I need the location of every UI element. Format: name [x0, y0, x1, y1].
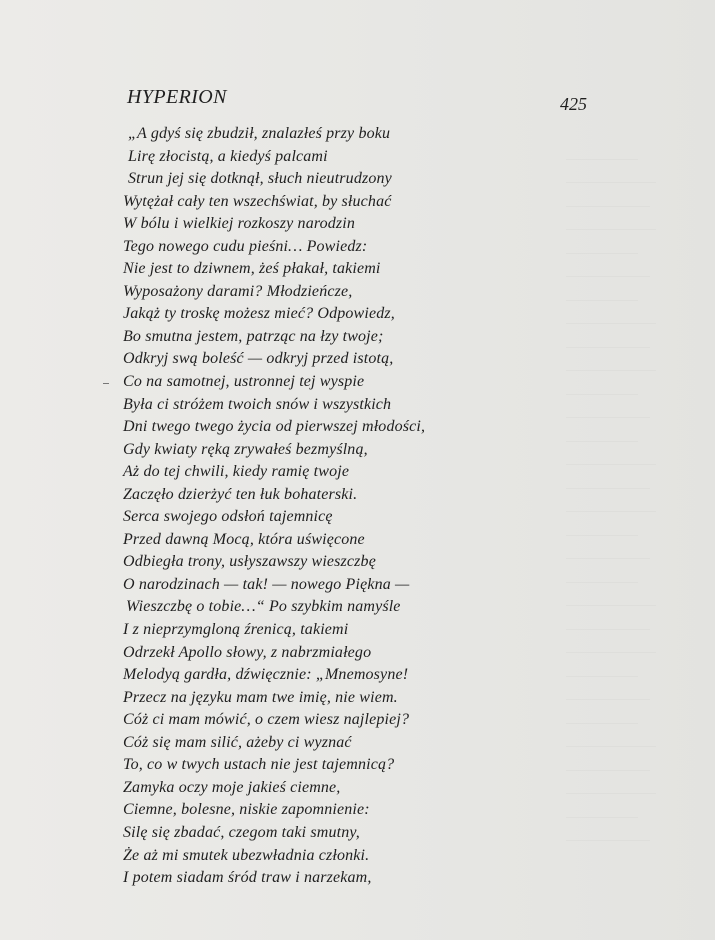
running-head: HYPERION	[127, 86, 227, 108]
poem-line: Ciemne, bolesne, niskie zapomnienie:	[123, 801, 370, 819]
page-number: 425	[560, 94, 587, 114]
show-through-line	[566, 183, 650, 207]
show-through-line	[566, 583, 656, 607]
poem-line: Wieszczbę o tobie…“ Po szybkim namyśle	[126, 598, 401, 616]
poem-line: To, co w twych ustach nie jest tajemnicą?	[123, 756, 395, 774]
show-through-line	[566, 207, 656, 231]
poem-line: Cóż się mam silić, ażeby ci wyznać	[123, 733, 352, 751]
poem-line: Melodyą gardła, dźwięcznie: „Mnemosyne!	[123, 666, 409, 684]
show-through-line	[566, 254, 650, 278]
show-through-line	[566, 630, 656, 654]
poem-line: Zamyka oczy moje jakieś ciemne,	[123, 778, 341, 796]
poem-line: Serca swojego odsłoń tajemnicę	[123, 508, 333, 526]
show-through-line	[566, 301, 656, 325]
show-through-line	[566, 489, 656, 513]
show-through-line	[566, 606, 650, 630]
page-header	[127, 86, 587, 114]
poem-line: Dni twego twego życia od pierwszej młodości,	[123, 418, 426, 436]
poem-line: Aż do tej chwili, kiedy ramię twoje	[123, 463, 350, 481]
show-through-line	[566, 677, 650, 701]
poem-line: Jakąż ty troskę możesz mieć? Odpowiedz,	[123, 305, 395, 323]
poem-line: Wytężał cały ten wszechświat, by słuchać	[123, 192, 392, 210]
poem-line: Odrzekł Apollo słowy, z nabrzmiałego	[123, 643, 372, 661]
poem-line: I potem siadam śród traw i narzekam,	[123, 869, 372, 887]
show-through-line	[566, 724, 656, 748]
poem-line: Cóż ci mam mówić, o czem wiesz najlepiej?	[123, 711, 410, 729]
poem-line: Gdy kwiaty ręką zrywałeś bezmyślną,	[123, 440, 368, 458]
show-through-line	[566, 160, 656, 184]
show-through-line	[566, 465, 650, 489]
poem-line: Bo smutna jestem, patrząc na łzy twoje;	[123, 327, 384, 345]
poem-text	[118, 123, 578, 890]
show-through-line	[566, 818, 650, 842]
poem-line: Odkryj swą boleść — odkryj przed istotą,	[123, 350, 394, 368]
poem-line: Co na samotnej, ustronnej tej wyspie	[123, 373, 365, 391]
poem-line: Zaczęło dzierżyć ten łuk bohaterski.	[123, 485, 358, 503]
poem-line: I z nieprzymgloną źrenicą, takiemi	[123, 621, 349, 639]
show-through-line	[566, 324, 650, 348]
show-through-line	[566, 442, 656, 466]
poem-line: Silę się zbadać, czegom taki smutny,	[123, 823, 360, 841]
poem-line: Strun jej się dotknął, słuch nieutrudzony	[128, 170, 392, 188]
poem-line: Lirę złocistą, a kiedyś palcami	[128, 147, 328, 165]
show-through-line	[566, 771, 656, 795]
margin-mark	[103, 383, 109, 384]
show-through-line	[566, 395, 650, 419]
poem-line: Była ci stróżem twoich snów i wszystkich	[123, 395, 392, 413]
poem-line: Odbiegła trony, usłyszawszy wieszczbę	[123, 553, 376, 571]
poem-line: Nie jest to dziwnem, żeś płakał, takiemi	[123, 260, 381, 278]
poem-line: Że aż mi smutek ubezwładnia członki.	[123, 846, 370, 864]
poem-line: Przecz na języku mam twe imię, nie wiem.	[123, 688, 398, 706]
show-through-line	[566, 348, 656, 372]
poem-line: Tego nowego cudu pieśni… Powiedz:	[123, 237, 368, 255]
poem-line: Wyposażony darami? Młodzieńcze,	[123, 282, 353, 300]
poem-line: O narodzinach — tak! — nowego Piękna —	[123, 575, 410, 593]
show-through-line	[566, 747, 650, 771]
show-through-line	[566, 536, 650, 560]
poem-line: „A gdyś się zbudził, znalazłeś przy boku	[128, 125, 391, 142]
poem-line: Przed dawną Mocą, która uświęcone	[123, 530, 365, 548]
poem-line: W bólu i wielkiej rozkoszy narodzin	[123, 215, 356, 233]
